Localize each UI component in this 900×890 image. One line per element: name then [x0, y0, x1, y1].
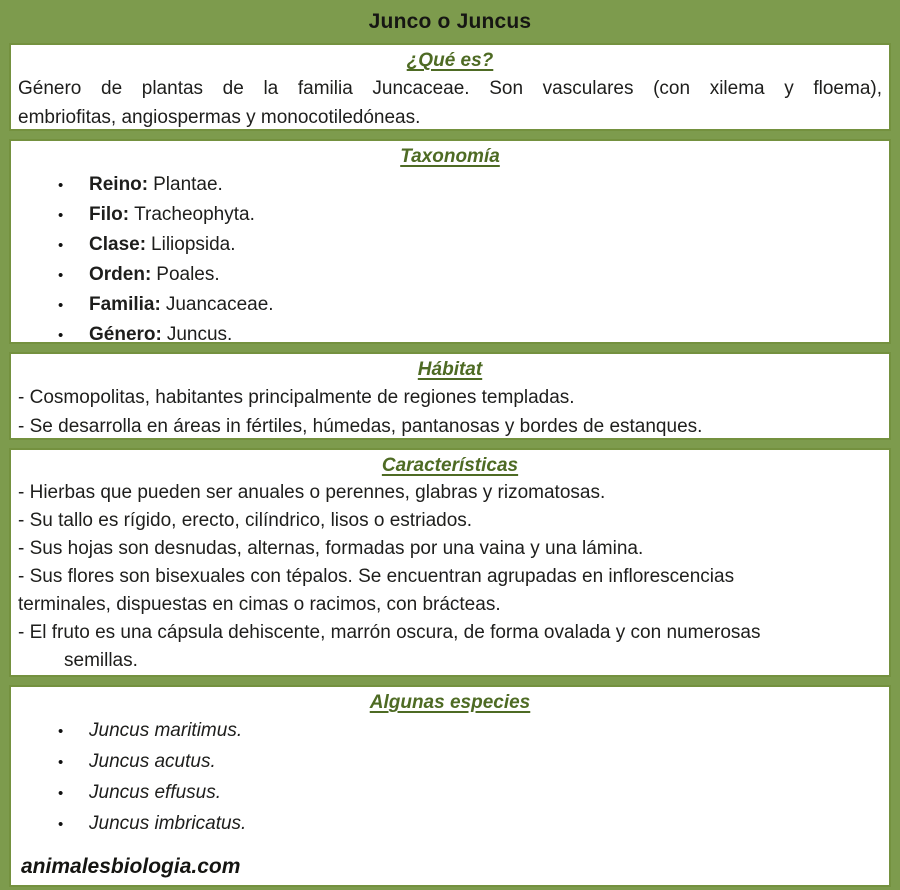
section-heading-especies [11, 690, 889, 716]
taxonomy-label: Familia: [89, 294, 161, 315]
taxonomy-item [58, 200, 889, 230]
section-taxonomia [9, 139, 891, 344]
caracteristicas-line: terminales, dispuestas en cimas o racimos, con brácteas. [18, 594, 501, 615]
section-especies [9, 685, 891, 887]
taxonomy-value: Poales. [156, 264, 220, 285]
taxonomy-value: Plantae. [153, 174, 223, 195]
caracteristicas-line: - Hierbas que pueden ser anuales o perennes, glabras y rizomatosas. [18, 482, 606, 503]
taxonomy-text [89, 170, 223, 199]
section-heading-habitat [11, 357, 889, 383]
species-name: Juncus imbricatus. [89, 813, 247, 834]
bullet-icon: • [58, 723, 64, 740]
taxonomy-text [89, 320, 232, 344]
section-caracteristicas [9, 448, 891, 677]
section-heading-que-es [11, 48, 889, 74]
bullet-icon: • [58, 754, 64, 771]
taxonomy-label: Orden: [89, 264, 152, 285]
bullet-icon: • [58, 177, 64, 194]
taxonomy-value: Juncus. [166, 324, 233, 344]
section-habitat [9, 352, 891, 440]
bullet-icon: • [58, 237, 64, 254]
section-heading-text: ¿Qué es? [406, 50, 494, 71]
site-watermark: animalesbiologia.com [21, 855, 241, 878]
taxonomy-item [58, 170, 889, 200]
species-item [58, 809, 889, 840]
taxonomy-text [89, 230, 236, 259]
caracteristicas-line: - Su tallo es rígido, erecto, cilíndrico, lisos o estriados. [18, 510, 473, 531]
section-heading-caracteristicas [11, 453, 889, 479]
bullet-icon: • [58, 785, 64, 802]
taxonomy-item [58, 230, 889, 260]
section-heading-text: Características [381, 455, 519, 476]
que-es-line: embriofitas, angiospermas y monocotiledóneas. [18, 107, 421, 128]
species-item [58, 716, 889, 747]
species-item [58, 778, 889, 809]
taxonomy-label: Reino: [89, 174, 149, 195]
bullet-icon: • [58, 297, 64, 314]
species-name: Juncus effusus. [89, 782, 222, 803]
bullet-icon: • [58, 327, 64, 344]
taxonomy-value: Tracheophyta. [134, 204, 255, 225]
taxonomy-item [58, 290, 889, 320]
taxonomy-value: Juancaceae. [165, 294, 274, 315]
species-name: Juncus acutus. [89, 751, 216, 772]
title-bar [9, 0, 891, 43]
habitat-line: - Se desarrolla en áreas in fértiles, húmedas, pantanosas y bordes de estanques. [18, 416, 703, 437]
caracteristicas-line: - El fruto es una cápsula dehiscente, marrón oscura, de forma ovalada y con numerosas [18, 622, 761, 643]
section-heading-text: Hábitat [417, 359, 483, 380]
species-list [11, 716, 889, 840]
bullet-icon: • [58, 267, 64, 284]
caracteristicas-line: - Sus hojas son desnudas, alternas, formadas por una vaina y una lámina. [18, 538, 644, 559]
species-item [58, 747, 889, 778]
taxonomy-text [89, 290, 274, 319]
caracteristicas-line: - Sus flores son bisexuales con tépalos. Se encuentran agrupadas en inflorescencias [18, 566, 735, 587]
taxonomy-label: Filo: [89, 204, 130, 225]
que-es-line: Género de plantas de la familia Juncaceae. Son vasculares (con xilema y floema), [18, 78, 882, 99]
taxonomy-list [11, 170, 889, 344]
habitat-line: - Cosmopolitas, habitantes principalmente de regiones templadas. [18, 387, 575, 408]
bullet-icon: • [58, 816, 64, 833]
taxonomy-text [89, 200, 255, 229]
section-heading-taxonomia [11, 144, 889, 170]
page-title: Junco o Juncus [368, 9, 532, 33]
caracteristicas-line: semillas. [64, 650, 138, 671]
taxonomy-value: Liliopsida. [151, 234, 236, 255]
taxonomy-item [58, 260, 889, 290]
species-name: Juncus maritimus. [89, 720, 243, 741]
section-que-es [9, 43, 891, 131]
section-heading-text: Algunas especies [369, 692, 531, 713]
section-heading-text: Taxonomía [400, 146, 500, 167]
taxonomy-item [58, 320, 889, 344]
taxonomy-label: Género: [89, 324, 162, 344]
taxonomy-label: Clase: [89, 234, 147, 255]
bullet-icon: • [58, 207, 64, 224]
taxonomy-text [89, 260, 220, 289]
